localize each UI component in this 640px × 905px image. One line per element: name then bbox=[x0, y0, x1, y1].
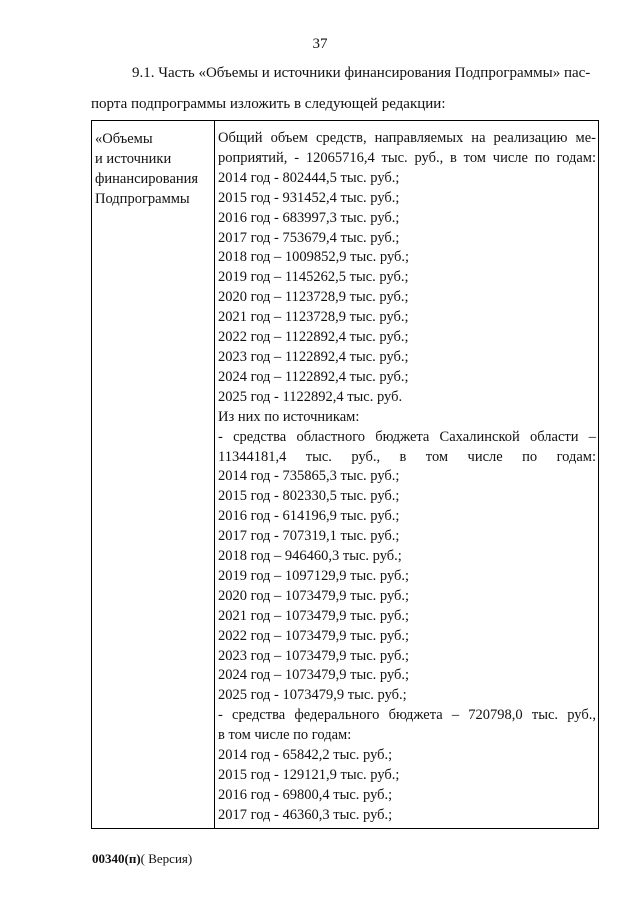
right-cell-line: - средства областного бюджета Сахалинской области – bbox=[218, 428, 596, 445]
right-cell-line: 2016 год - 683997,3 тыс. руб.; bbox=[218, 209, 400, 226]
page-number: 37 bbox=[312, 36, 328, 52]
right-cell-line: 2025 год - 1122892,4 тыс. руб. bbox=[218, 388, 403, 405]
right-cell-line: 2021 год – 1123728,9 тыс. руб.; bbox=[218, 309, 409, 326]
document-version: ( Версия) bbox=[140, 851, 193, 866]
right-cell-line: 2022 год – 1073479,9 тыс. руб.; bbox=[218, 627, 410, 644]
right-cell-line: 2014 год - 802444,5 тыс. руб.; bbox=[218, 169, 400, 186]
right-cell-line: 2015 год - 931452,4 тыс. руб.; bbox=[218, 189, 400, 206]
right-cell-line: 2020 год – 1123728,9 тыс. руб.; bbox=[218, 289, 409, 306]
right-cell-line: 2024 год – 1073479,9 тыс. руб.; bbox=[218, 667, 410, 684]
right-cell-line: 2023 год – 1073479,9 тыс. руб.; bbox=[218, 647, 410, 664]
right-cell-line: 2024 год – 1122892,4 тыс. руб.; bbox=[218, 368, 409, 385]
right-cell-line: 2019 год – 1097129,9 тыс. руб.; bbox=[218, 567, 410, 584]
right-cell-line: 2017 год - 753679,4 тыс. руб.; bbox=[218, 229, 400, 246]
intro-paragraph bbox=[91, 58, 597, 120]
right-cell-line: 2017 год - 707319,1 тыс. руб.; bbox=[218, 528, 400, 545]
left-cell-line: «Объемы bbox=[95, 131, 153, 147]
footer bbox=[92, 851, 192, 867]
right-cell-line: 2018 год – 1009852,9 тыс. руб.; bbox=[218, 249, 410, 266]
table-right-cell bbox=[218, 129, 596, 826]
right-cell-line: 11344181,4 тыс. руб., в том числе по годам: bbox=[218, 448, 596, 465]
right-cell-line: 2016 год - 69800,4 тыс. руб.; bbox=[218, 786, 393, 803]
column-divider bbox=[214, 121, 215, 828]
right-cell-line: 2015 год - 802330,5 тыс. руб.; bbox=[218, 488, 400, 505]
right-cell-line: 2018 год – 946460,3 тыс. руб.; bbox=[218, 548, 402, 565]
left-cell-line: и источники bbox=[95, 151, 172, 167]
right-cell-line: Из них по источникам: bbox=[218, 408, 360, 425]
right-cell-line: роприятий, - 12065716,4 тыс. руб., в том числе по годам: bbox=[218, 149, 596, 166]
right-cell-line: 2022 год – 1122892,4 тыс. руб.; bbox=[218, 329, 409, 346]
financing-table bbox=[91, 120, 599, 829]
right-cell-line: 2015 год - 129121,9 тыс. руб.; bbox=[218, 767, 400, 783]
intro-line-2: порта подпрограммы изложить в следующей редакции: bbox=[91, 96, 446, 112]
right-cell-line: 2019 год – 1145262,5 тыс. руб.; bbox=[218, 269, 409, 286]
right-cell-line: 2016 год - 614196,9 тыс. руб.; bbox=[218, 508, 400, 525]
right-cell-line: - средства федерального бюджета – 720798,0 тыс. руб., bbox=[218, 707, 596, 724]
right-cell-line: 2025 год - 1073479,9 тыс. руб.; bbox=[218, 687, 407, 704]
right-cell-line: 2017 год - 46360,3 тыс. руб.; bbox=[218, 806, 393, 823]
right-cell-line: Общий объем средств, направляемых на реализацию ме- bbox=[218, 130, 596, 146]
left-cell-line: финансирования bbox=[95, 171, 199, 187]
right-cell-line: 2023 год – 1122892,4 тыс. руб.; bbox=[218, 348, 409, 365]
document-code: 00340(п) bbox=[92, 851, 141, 866]
right-cell-line: в том числе по годам: bbox=[218, 727, 352, 744]
intro-line-1: 9.1. Часть «Объемы и источники финансирования Подпрограммы» пас- bbox=[132, 65, 591, 81]
table-left-cell bbox=[95, 129, 211, 209]
left-cell-line: Подпрограммы bbox=[95, 191, 190, 207]
right-cell-line: 2021 год – 1073479,9 тыс. руб.; bbox=[218, 607, 410, 624]
right-cell-line: 2014 год - 735865,3 тыс. руб.; bbox=[218, 468, 400, 485]
right-cell-line: 2014 год - 65842,2 тыс. руб.; bbox=[218, 747, 393, 764]
right-cell-line: 2020 год – 1073479,9 тыс. руб.; bbox=[218, 587, 410, 604]
